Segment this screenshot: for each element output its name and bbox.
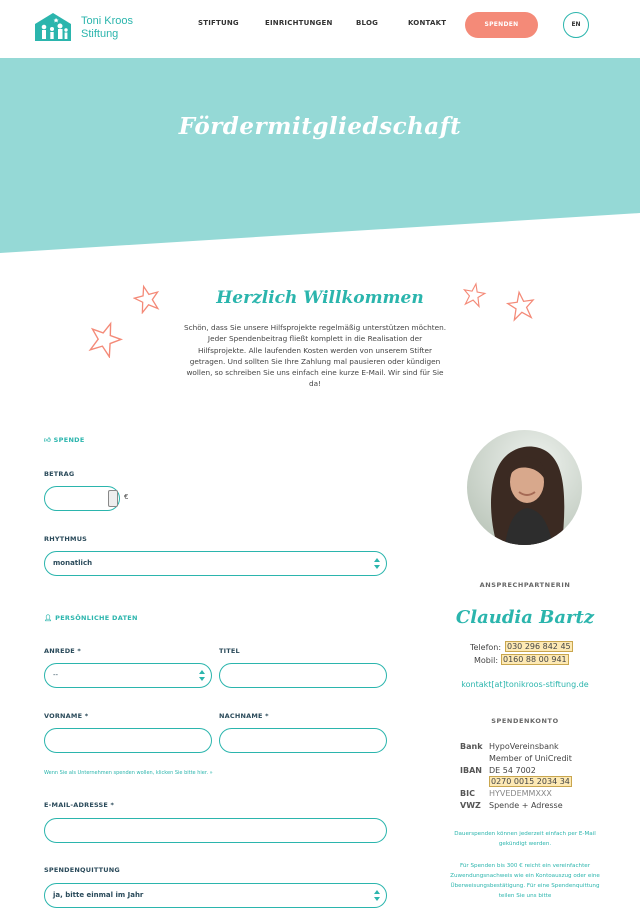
mobile-number[interactable] [501, 655, 569, 664]
email-label: E-MAIL-ADRESSE * [44, 801, 115, 809]
thumbs-up-icon: 👍︎ [44, 436, 54, 444]
amount-stepper[interactable] [108, 490, 118, 507]
select-arrows-icon [374, 558, 380, 569]
cancellation-note: Dauerspenden können jederzeit einfach per E-Mail gekündigt werden. [454, 831, 596, 847]
salutation-value: -- [53, 671, 59, 679]
vorname-label: VORNAME * [44, 712, 89, 720]
site-header [0, 0, 640, 58]
rhythm-select[interactable] [44, 551, 387, 576]
phone-number[interactable] [505, 642, 573, 651]
receipt-select[interactable] [44, 883, 387, 908]
nav-stiftung[interactable]: STIFTUNG [198, 19, 239, 27]
bic-value: HYVEDEMMXXX [489, 789, 552, 798]
section-personal [44, 614, 138, 622]
iban-label: IBAN [460, 766, 482, 775]
salutation-select[interactable] [44, 663, 212, 688]
vwz-value: Spende + Adresse [489, 801, 563, 810]
titel-label: TITEL [219, 647, 240, 655]
nav-blog[interactable]: BLOG [356, 19, 379, 27]
rhythmus-label: RHYTHMUS [44, 535, 88, 543]
nachname-label: NACHNAME * [219, 712, 269, 720]
company-donation-link[interactable]: Wenn Sie als Unternehmen spenden wollen, klicken Sie bitte hier. » [44, 770, 213, 776]
nav-einrichtungen[interactable]: EINRICHTUNGEN [265, 19, 333, 27]
bank-label: Bank [460, 742, 483, 751]
vwz-label: VWZ [460, 801, 481, 810]
section-spende-label: SPENDE [53, 436, 85, 444]
betrag-label: BETRAG [44, 470, 75, 478]
email-input[interactable] [44, 818, 387, 843]
rhythm-value: monatlich [53, 559, 93, 567]
donate-button[interactable]: SPENDEN [465, 12, 538, 38]
bank-name: HypoVereinsbank [489, 742, 559, 751]
contact-heading: ANSPRECHPARTNERIN [479, 581, 571, 589]
hero-banner [0, 58, 640, 253]
star-icon [86, 320, 124, 358]
phone-value: 030 296 842 45 [507, 642, 571, 651]
brand-line-2: Stiftung [81, 28, 119, 40]
contact-name: Claudia Bartz [455, 607, 595, 628]
contact-email-link[interactable]: kontakt[at]tonikroos-stiftung.de [461, 680, 589, 689]
currency-symbol: € [124, 493, 129, 501]
phone-label: Telefon: [470, 643, 502, 652]
nav-kontakt[interactable]: KONTAKT [408, 19, 447, 27]
person-icon: 👤︎ [44, 614, 56, 622]
section-spende [44, 436, 85, 444]
page-title: Fördermitgliedschaft [178, 113, 462, 140]
bank-account-heading: SPENDENKONTO [491, 717, 559, 725]
bank-member: Member of UniCredit [489, 754, 572, 763]
amount-input[interactable] [44, 486, 120, 511]
contact-photo [467, 430, 582, 545]
iban-part2-value: 0270 0015 2034 34 [491, 777, 570, 786]
select-arrows-icon [374, 890, 380, 901]
last-name-input[interactable] [219, 728, 387, 753]
logo-icon[interactable] [33, 11, 73, 41]
language-switch-button[interactable]: EN [563, 12, 589, 38]
mobile-label: Mobil: [474, 656, 499, 665]
receipt-value: ja, bitte einmal im Jahr [53, 891, 144, 899]
brand-line-1: Toni Kroos [81, 15, 133, 27]
bic-label: BIC [460, 789, 475, 798]
select-arrows-icon [199, 670, 205, 681]
quittung-label: SPENDENQUITTUNG [44, 866, 120, 874]
welcome-heading: Herzlich Willkommen [216, 288, 424, 308]
iban-part1: DE 54 7002 [489, 766, 536, 775]
section-personal-label: PERSÖNLICHE DATEN [55, 614, 138, 622]
mobile-value: 0160 88 00 941 [503, 655, 567, 664]
iban-part2 [489, 777, 572, 786]
anrede-label: ANREDE * [44, 647, 82, 655]
title-input[interactable] [219, 663, 387, 688]
brand-name[interactable] [81, 15, 133, 41]
first-name-input[interactable] [44, 728, 212, 753]
welcome-text: Schön, dass Sie unsere Hilfsprojekte regelmäßig unterstützen möchten. Jeder Spendenbeitrag fließt komplett in die Realisation der Hilfsprojekte. Alle laufenden Kosten werden von unserem Stifter getragen. Und sollten Sie Ihre Zahlung mal pausieren oder kündigen wollen, so schreiben Sie uns einfach eine kurze E-Mail. Wir sind für Sie da! [183, 323, 447, 389]
hero-background [0, 58, 640, 253]
receipt-note: Für Spenden bis 300 € reicht ein vereinfachter Zuwendungsnachweis wie ein Kontoauszug oder eine Überweisungsbestätigung. Für eine Spendenquittung teilen Sie uns bitte [450, 863, 600, 899]
